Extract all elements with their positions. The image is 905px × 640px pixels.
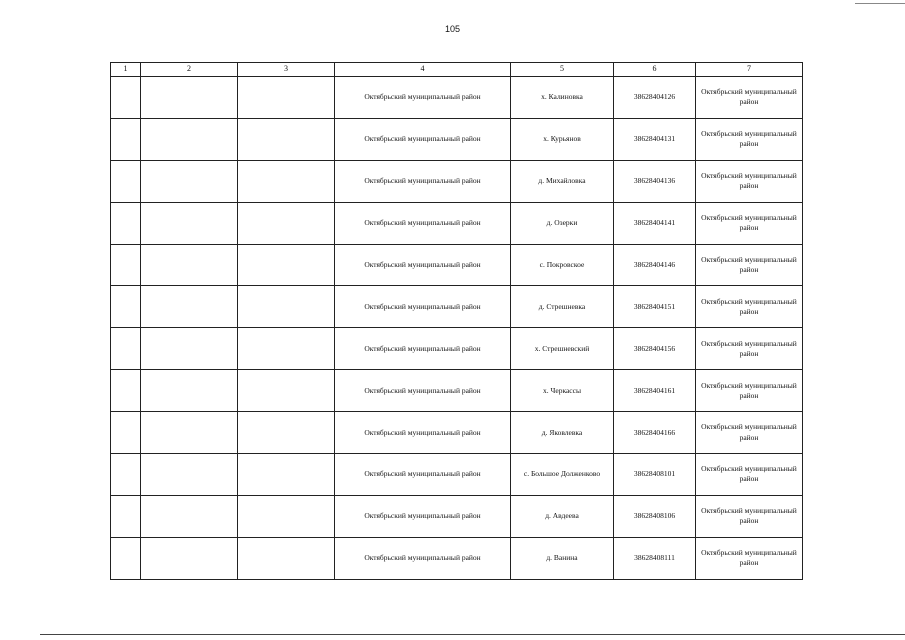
- col-3-cell: [238, 118, 335, 160]
- oktmo-code-cell: 38628404161: [614, 370, 696, 412]
- col-2-cell: [141, 537, 238, 579]
- settlement-cell: д. Михайловка: [511, 160, 614, 202]
- header-cell-2: 2: [141, 63, 238, 77]
- settlement-cell: с. Покровское: [511, 244, 614, 286]
- settlement-cell: х. Стрешневский: [511, 328, 614, 370]
- oktmo-code-cell: 38628404146: [614, 244, 696, 286]
- col-1-cell: [111, 202, 141, 244]
- oktmo-code-cell: 38628408111: [614, 537, 696, 579]
- municipality-cell: Октябрьский муниципальный район: [696, 160, 803, 202]
- col-1-cell: [111, 244, 141, 286]
- col-1-cell: [111, 77, 141, 119]
- table-row: [111, 454, 803, 496]
- col-1-cell: [111, 495, 141, 537]
- col-3-cell: [238, 370, 335, 412]
- settlement-cell: х. Черкассы: [511, 370, 614, 412]
- table-row: [111, 537, 803, 579]
- municipality-cell: Октябрьский муниципальный район: [696, 244, 803, 286]
- col-1-cell: [111, 370, 141, 412]
- table-row: [111, 118, 803, 160]
- col-2-cell: [141, 370, 238, 412]
- district-cell: Октябрьский муниципальный район: [335, 412, 511, 454]
- table-row: [111, 328, 803, 370]
- table-row: [111, 412, 803, 454]
- district-cell: Октябрьский муниципальный район: [335, 454, 511, 496]
- district-cell: Октябрьский муниципальный район: [335, 370, 511, 412]
- district-cell: Октябрьский муниципальный район: [335, 286, 511, 328]
- col-2-cell: [141, 286, 238, 328]
- oktmo-code-cell: 38628404131: [614, 118, 696, 160]
- district-cell: Октябрьский муниципальный район: [335, 328, 511, 370]
- municipality-cell: Октябрьский муниципальный район: [696, 328, 803, 370]
- col-2-cell: [141, 118, 238, 160]
- col-1-cell: [111, 328, 141, 370]
- col-2-cell: [141, 412, 238, 454]
- table-row: [111, 286, 803, 328]
- document-table: [110, 62, 803, 580]
- district-cell: Октябрьский муниципальный район: [335, 202, 511, 244]
- header-cell-4: 4: [335, 63, 511, 77]
- bottom-rule: [40, 634, 905, 635]
- col-1-cell: [111, 118, 141, 160]
- col-2-cell: [141, 454, 238, 496]
- col-3-cell: [238, 202, 335, 244]
- col-3-cell: [238, 328, 335, 370]
- settlement-cell: д. Авдеева: [511, 495, 614, 537]
- oktmo-code-cell: 38628404166: [614, 412, 696, 454]
- municipality-cell: Октябрьский муниципальный район: [696, 412, 803, 454]
- oktmo-code-cell: 38628404151: [614, 286, 696, 328]
- municipality-cell: Октябрьский муниципальный район: [696, 77, 803, 119]
- col-1-cell: [111, 160, 141, 202]
- oktmo-code-cell: 38628404141: [614, 202, 696, 244]
- oktmo-code-cell: 38628408106: [614, 495, 696, 537]
- table-header-row: [111, 63, 803, 77]
- municipality-cell: Октябрьский муниципальный район: [696, 537, 803, 579]
- oktmo-code-cell: 38628404126: [614, 77, 696, 119]
- col-3-cell: [238, 537, 335, 579]
- municipality-cell: Октябрьский муниципальный район: [696, 202, 803, 244]
- table-row: [111, 495, 803, 537]
- col-3-cell: [238, 77, 335, 119]
- header-cell-6: 6: [614, 63, 696, 77]
- district-cell: Октябрьский муниципальный район: [335, 160, 511, 202]
- table-row: [111, 77, 803, 119]
- table-body: [111, 77, 803, 580]
- col-2-cell: [141, 495, 238, 537]
- settlement-cell: д. Яковлевка: [511, 412, 614, 454]
- municipality-cell: Октябрьский муниципальный район: [696, 370, 803, 412]
- header-cell-7: 7: [696, 63, 803, 77]
- settlement-cell: х. Калиновка: [511, 77, 614, 119]
- header-cell-3: 3: [238, 63, 335, 77]
- col-3-cell: [238, 160, 335, 202]
- header-cell-1: 1: [111, 63, 141, 77]
- col-1-cell: [111, 454, 141, 496]
- table-row: [111, 202, 803, 244]
- oktmo-code-cell: 38628404136: [614, 160, 696, 202]
- col-3-cell: [238, 412, 335, 454]
- table-row: [111, 160, 803, 202]
- col-3-cell: [238, 454, 335, 496]
- district-cell: Октябрьский муниципальный район: [335, 244, 511, 286]
- table-row: [111, 370, 803, 412]
- col-2-cell: [141, 202, 238, 244]
- settlement-cell: х. Курьянов: [511, 118, 614, 160]
- col-2-cell: [141, 160, 238, 202]
- header-cell-5: 5: [511, 63, 614, 77]
- municipality-cell: Октябрьский муниципальный район: [696, 495, 803, 537]
- municipality-cell: Октябрьский муниципальный район: [696, 286, 803, 328]
- col-1-cell: [111, 537, 141, 579]
- col-2-cell: [141, 244, 238, 286]
- col-2-cell: [141, 328, 238, 370]
- col-1-cell: [111, 412, 141, 454]
- col-1-cell: [111, 286, 141, 328]
- page-number: 105: [444, 24, 461, 34]
- settlement-cell: д. Ванина: [511, 537, 614, 579]
- oktmo-code-cell: 38628404156: [614, 328, 696, 370]
- oktmo-code-cell: 38628408101: [614, 454, 696, 496]
- district-cell: Октябрьский муниципальный район: [335, 495, 511, 537]
- municipality-cell: Октябрьский муниципальный район: [696, 454, 803, 496]
- district-cell: Октябрьский муниципальный район: [335, 77, 511, 119]
- top-corner-rule: [855, 3, 905, 4]
- col-3-cell: [238, 286, 335, 328]
- col-3-cell: [238, 244, 335, 286]
- municipality-cell: Октябрьский муниципальный район: [696, 118, 803, 160]
- settlement-cell: д. Стрешневка: [511, 286, 614, 328]
- settlement-cell: с. Большое Долженково: [511, 454, 614, 496]
- col-3-cell: [238, 495, 335, 537]
- settlement-cell: д. Озерки: [511, 202, 614, 244]
- col-2-cell: [141, 77, 238, 119]
- district-cell: Октябрьский муниципальный район: [335, 118, 511, 160]
- district-cell: Октябрьский муниципальный район: [335, 537, 511, 579]
- table-row: [111, 244, 803, 286]
